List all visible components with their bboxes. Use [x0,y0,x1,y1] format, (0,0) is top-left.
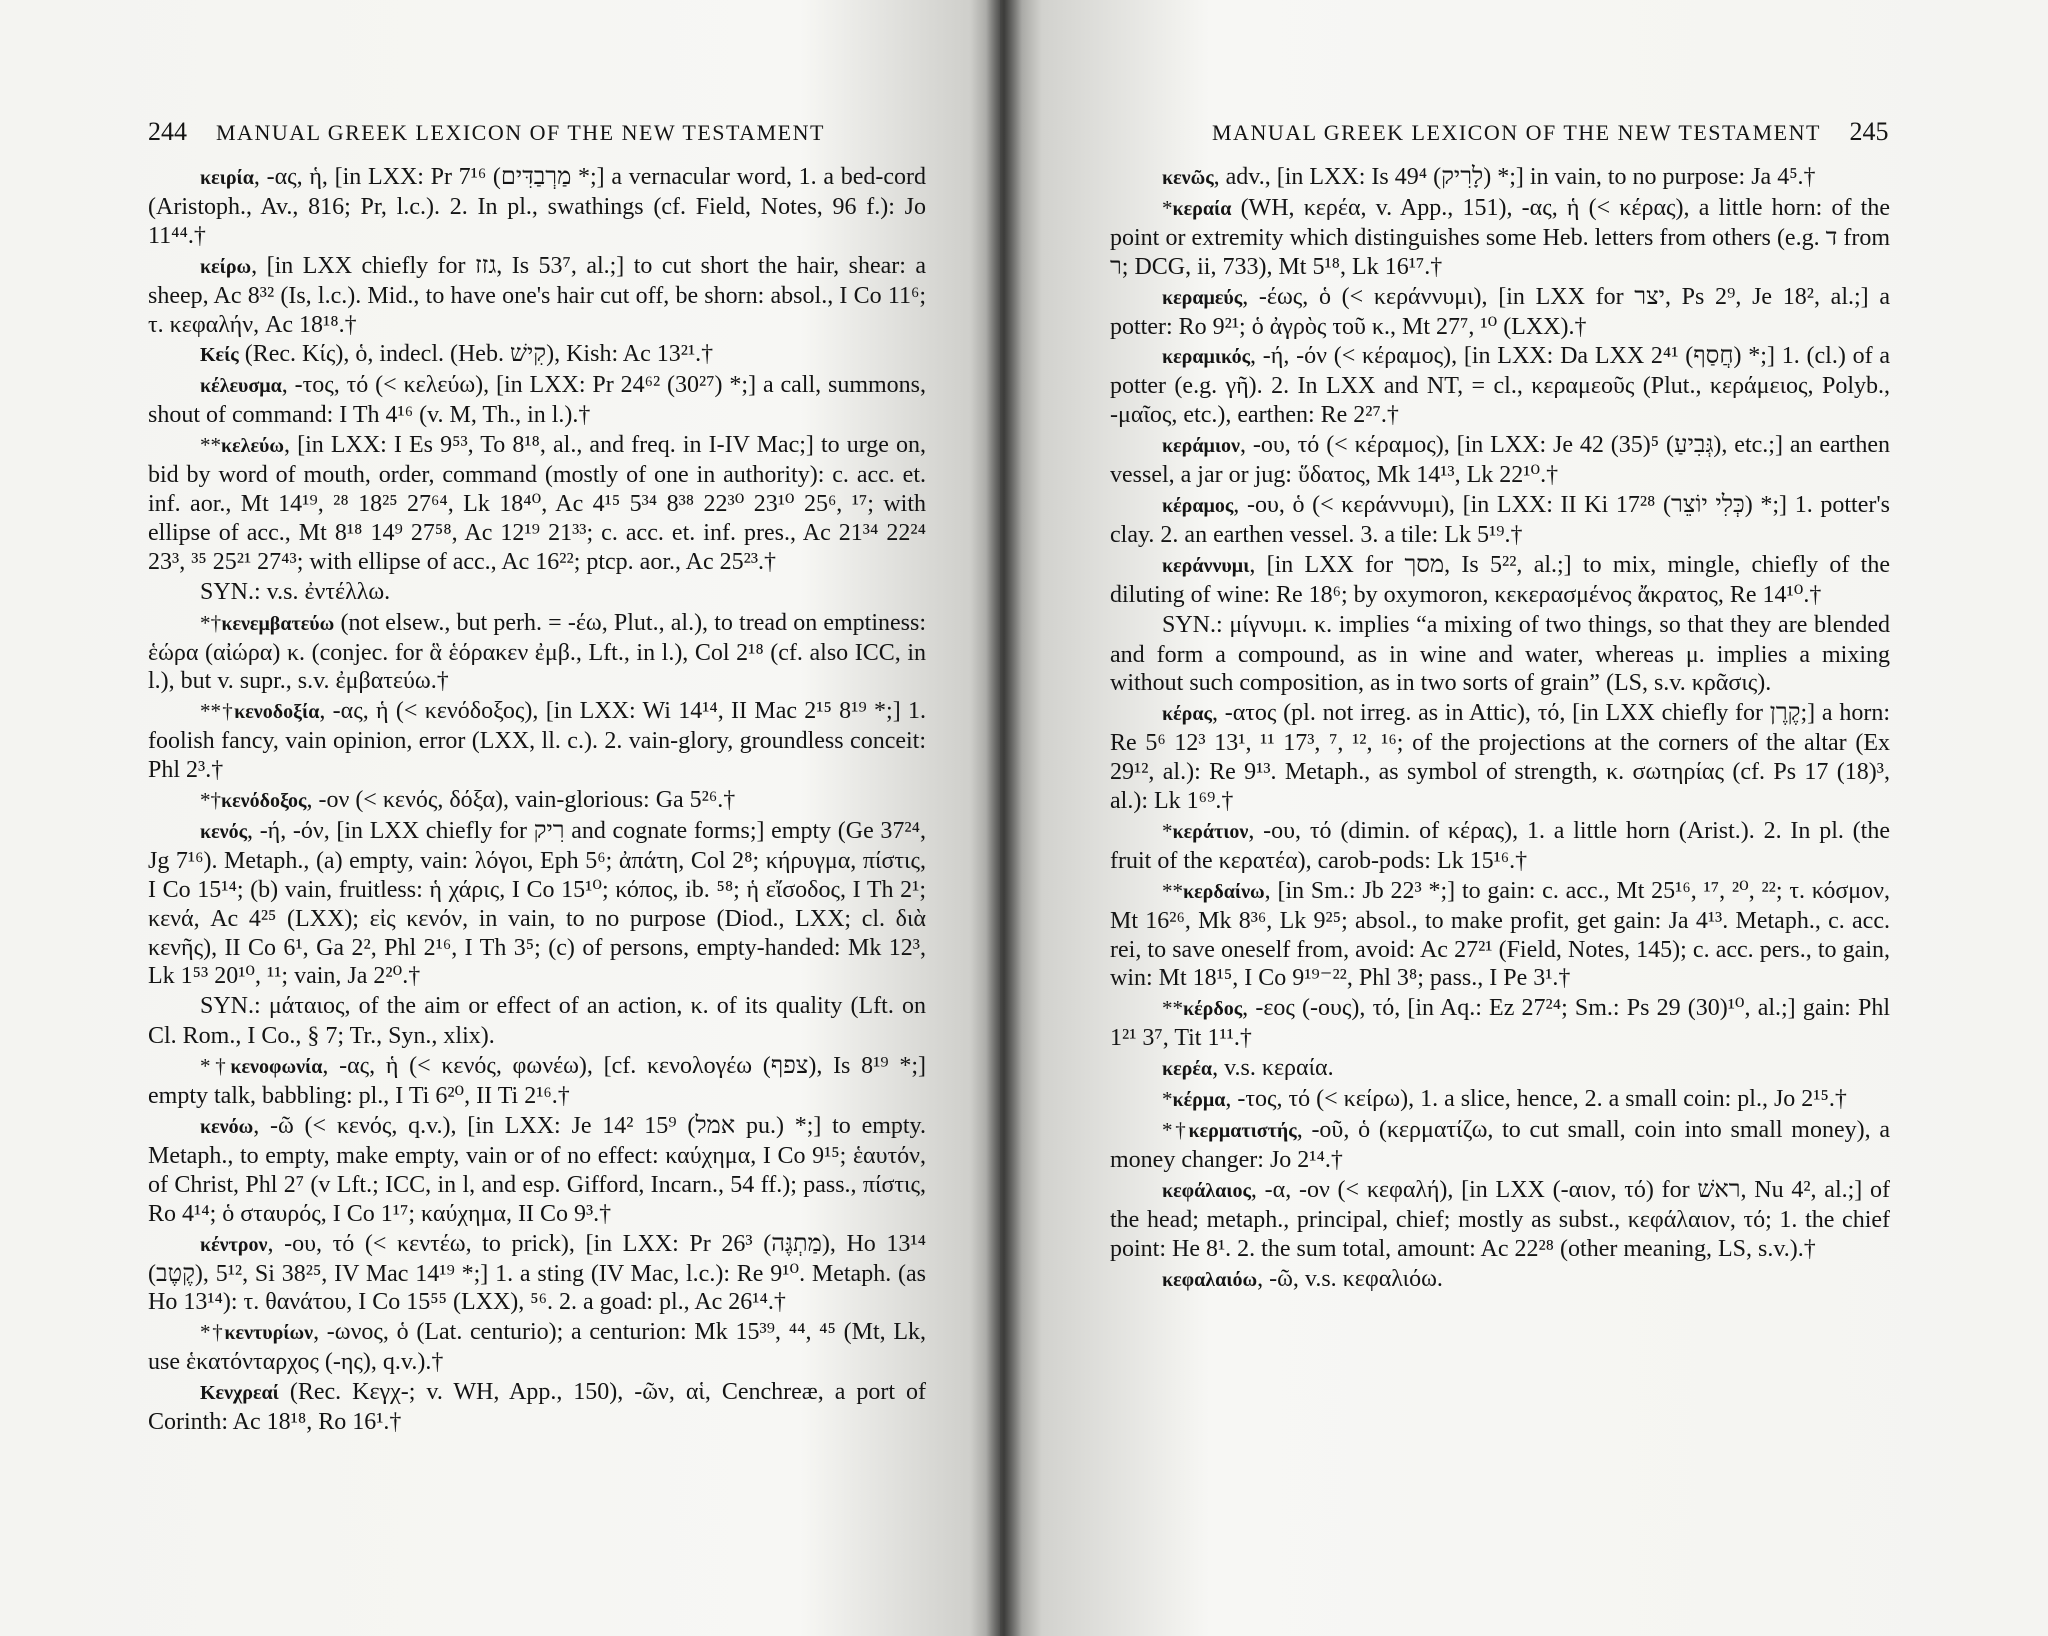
entry-definition: , -ου, τό (< κέραμος), [in LXX: Je 42 (35)⁵ (גְּבִיעַ), etc.;] an earthen vessel, a jar or jug: ὕδατος, Mk 14¹³, Lk 22¹⁰.† [1110,432,1890,489]
entry-definition: , -τος, τό (< κελεύω), [in LXX: Pr 24⁶² (30²⁷) *;] a call, summons, shout of command: I Th 4¹⁶ (v. M, Th., in l.).† [148,372,926,429]
entry-definition: , -ου, ὁ (< κεράννυμι), [in LXX: II Ki 17²⁸ (כְּלִי יוֹצֵר) *;] 1. potter's clay. 2. an earthen vessel. 3. a tile: Lk 5¹⁹.† [1110,491,1891,548]
entry-headword: κεντυρίων [224,1322,314,1345]
entry-definition: (not elsew., but perh. = -έω, Plut., al.), to tread on emptiness: ἑώρα (αἰώρα) κ. (conjec. for ἃ ἑόρακεν ἐμβ., Lft., in l.), Col 2¹⁸ (cf. also ICC, in l.), but v. supr., s.v. ἐμβατεύω.† [148,609,927,695]
left-entries-column [148,163,926,1438]
entry-headword: κενόω [200,1116,254,1138]
lexicon-entry [148,1052,926,1111]
lexicon-entry [1110,163,1890,193]
entry-definition: , -ου, τό (dimin. of κέρας), 1. a little horn (Arist.). 2. In pl. (the fruit of the κερατέα), carob-pods: Lk 15¹⁶.† [1110,817,1890,874]
entry-definition: SYN.: μάταιος, of the aim or effect of an action, κ. of its quality (Lft. on Cl. Rom., I Co., § 7; Tr., Syn., xlix). [148,993,926,1050]
entry-headword: κέραμος [1162,494,1234,517]
lexicon-entry [148,992,926,1051]
lexicon-entry [1110,817,1890,876]
entry-headword: κερέα [1162,1058,1213,1081]
left-page [0,0,1000,1636]
lexicon-entry [148,697,926,785]
entry-marker: **† [200,699,235,724]
entry-definition: , -ῶ, v.s. κεφαλιόω. [1257,1265,1443,1292]
lexicon-entry [148,252,926,340]
right-running-title: MANUAL GREEK LEXICON OF THE NEW TESTAMENT [1212,120,1821,145]
lexicon-entry [148,163,926,251]
entry-headword: κενόδοξος [221,790,307,813]
lexicon-entry [148,1112,926,1229]
entry-headword: Κείς [200,344,239,367]
entry-marker: * [1162,818,1173,843]
lexicon-entry [148,1318,926,1377]
entry-marker: * [1162,1087,1173,1112]
entry-headword: κέλευσμα [200,375,282,398]
entry-headword: κελεύω [221,435,285,458]
lexicon-entry [1110,194,1890,282]
lexicon-entry [148,786,926,816]
entry-definition: , [in LXX for מסך, Is 5²², al.;] to mix, mingle, chiefly of the diluting of wine: Re 18⁶; by oxymoron, κεκερασμένος ἄκρατος, Re 14¹⁰.† [1110,551,1891,608]
gutter-shadow [986,0,1022,1636]
entry-definition: , [in LXX chiefly for גזז, Is 53⁷, al.;] to cut short the hair, shear: a sheep, Ac 8³² (Is, l.c.). Mid., to have one's hair cut off, be shorn: absol., I Co 11⁶; τ. κεφαλήν, Ac 18¹⁸.† [148,252,927,338]
entry-headword: κενός [200,820,248,843]
lexicon-entry [1110,699,1890,816]
lexicon-entry [1110,551,1890,610]
lexicon-entry [1110,1085,1890,1115]
entry-headword: Κενχρεαί [200,1382,279,1405]
entry-definition: , -ή, -όν, [in LXX chiefly for רִיק and cognate forms;] empty (Ge 37²⁴, Jg 7¹⁶). Metaph., (a) empty, vain: λόγοι, Eph 5⁶; ἀπάτη, Col 2⁸; κήρυγμα, πίστις, I Co 15¹⁴; (b) vain, fruitless: ἡ χάρις, I Co 15¹⁰; κόπος, ib. ⁵⁸; ἡ εἴσοδος, I Th 2¹; κενά, Ac 4²⁵ (LXX); εἰς κενόν, in vain, to no purpose (Diod., LXX; cl. διὰ κενῆς), II Co 6¹, Ga 2², Phl 2¹⁶, I Th 3⁵; (c) of persons, empty-handed: Mk 12³, Lk 1⁵³ 20¹⁰, ¹¹; vain, Ja 2²⁰.† [148,817,926,990]
lexicon-entry [148,817,926,991]
entry-headword: κεράτιον [1172,820,1249,843]
entry-definition: , -α, -ον (< κεφαλή), [in LXX (-αιον, τό) for ראשׁ, Nu 4², al.;] of the head; metaph., principal, chief; mostly as subst., κεφάλαιον, τό; 1. the chief point: He 8¹. 2. the sum total, amount: Ac 22²⁸ (other meaning, LS, s.v.).† [1110,1176,1891,1262]
entry-headword: κέρμα [1172,1089,1226,1112]
lexicon-entry [1110,1176,1890,1264]
right-page-number: 245 [1849,117,1889,146]
entry-definition: , [in LXX: I Es 9⁵³, To 8¹⁸, al., and freq. in I-IV Mac;] to urge on, bid by word of mouth, order, command (mostly of one in authority): c. acc. et. inf. aor., Mt 14¹⁹, ²⁸ 18²⁵ 27⁶⁴, Lk 18⁴⁰, Ac 4¹⁵ 5³⁴ 8³⁸ 22³⁰ 23¹⁰ 25⁶, ¹⁷; with ellipse of acc., Mt 8¹⁸ 14⁹ 27⁵⁸, Ac 12¹⁹ 21³³; c. acc. et. inf. pres., Ac 21³⁴ 22²⁴ 23³, ³⁵ 25²¹ 27⁴³; with ellipse of acc., Ac 16²²; ptcp. aor., Ac 25²³.† [148,432,926,575]
entry-headword: κενῶς [1162,167,1214,189]
entry-headword: κείρω [200,255,252,278]
entry-definition: , -έως, ὁ (< κεράννυμι), [in LXX for יצר, Ps 2⁹, Je 18², al.;] a potter: Ro 9²¹; ὁ ἀγρὸς τοῦ κ., Mt 27⁷, ¹⁰ (LXX).† [1110,283,1891,340]
entry-headword: κεραμεύς [1162,286,1243,309]
lexicon-entry [148,1378,926,1437]
entry-marker: *† [200,1320,225,1345]
right-entries-column [1110,163,1890,1295]
entry-headword: κεφαλαιόω [1162,1268,1258,1291]
entry-headword: κερματιστής [1188,1120,1297,1142]
entry-definition: (Rec. Κίς), ὁ, indecl. (Heb. קִישׁ), Kish: Ac 13²¹.† [238,341,714,368]
entry-definition: , -ῶ (< κενός, q.v.), [in LXX: Je 14² 15⁹ (אמל pu.) *;] to empty. Metaph., to empty, make empty, vain or of no effect: καύχημα, I Co 9¹⁵; ἑαυτόν, of Christ, Phl 2⁷ (v Lft.; ICC, in l, and esp. Gifford, Incarn., 54 ff.); pass., πίστις, Ro 4¹⁴; ὁ σταυρός, I Co 1¹⁷; καύχημα, II Co 9³.† [148,1113,926,1227]
entry-definition: , adv., [in LXX: Is 49⁴ (לָרִיק) *;] in vain, to no purpose: Ja 4⁵.† [1213,164,1816,190]
entry-definition: , -τος, τό (< κείρω), 1. a slice, hence, 2. a small coin: pl., Jo 2¹⁵.† [1225,1086,1847,1113]
entry-definition: , -ας, ἡ (< κενός, φωνέω), [cf. κενολογέω (צפף), Is 8¹⁹ *;] empty talk, babbling: pl., I Ti 6²⁰, II Ti 2¹⁶.† [148,1053,927,1110]
entry-definition: SYN.: μίγνυμι. κ. implies “a mixing of two things, so that they are blended and form a compound, as in wine and water, whereas μ. implies a mixing without such composition, as in two sorts of grain” (LS, s.v. κρᾶσις). [1110,611,1890,697]
entry-headword: κεφάλαιος [1162,1179,1251,1202]
lexicon-entry [1110,431,1890,490]
lexicon-entry [1110,1054,1890,1084]
entry-headword: κεραία [1172,197,1232,220]
entry-headword: κεράννυμι [1162,554,1250,577]
entry-definition: , -εος (-ους), τό, [in Aq.: Ez 27²⁴; Sm.: Ps 29 (30)¹⁰, al.;] gain: Phl 1²¹ 3⁷, Tit 1¹¹.† [1110,995,1890,1052]
entry-definition: , -ωνος, ὁ (Lat. centurio); a centurion: Mk 15³⁹, ⁴⁴, ⁴⁵ (Mt, Lk, use ἑκατόνταρχος (-ης), q.v.).† [148,1319,926,1376]
entry-headword: κέρδος [1183,998,1243,1021]
entry-definition: , -ας, ἡ (< κενόδοξος), [in LXX: Wi 14¹⁴, II Mac 2¹⁵ 8¹⁹ *;] 1. foolish fancy, vain opinion, error (LXX, ll. c.). 2. vain-glory, groundless conceit: Phl 2³.† [148,698,927,784]
entry-headword: κέρας [1162,703,1212,726]
entry-definition: , -οῦ, ὁ (κερματίζω, to cut small, coin into small money), a money changer: Jo 2¹⁴.† [1110,1117,1891,1173]
entry-definition: SYN.: v.s. ἐντέλλω. [200,578,391,605]
lexicon-entry [1110,1265,1890,1295]
lexicon-entry [1110,1116,1890,1175]
entry-marker: *† [1162,1118,1189,1142]
entry-headword: κενεμβατεύω [221,612,335,635]
entry-headword: κερδαίνω [1183,880,1265,903]
entry-marker: ** [1162,996,1183,1021]
entry-marker: ** [1162,878,1183,903]
entry-definition: (WH, κερέα, v. App., 151), -ας, ἡ (< κέρας), a little horn: of the point or extremity which distinguishes some Heb. letters from others (e.g. ד from ר; DCG, ii, 733), Mt 5¹⁸, Lk 16¹⁷.† [1110,194,1890,280]
entry-definition: , v.s. κεραία. [1212,1055,1334,1082]
lexicon-entry [1110,877,1890,994]
entry-definition: , -ου, τό (< κεντέω, to prick), [in LXX: Pr 26³ (מַתְגֶּה), Ho 13¹⁴ (קֶטֶב), 5¹², Si 38²⁵, IV Mac 14¹⁹ *;] 1. a sting (IV Mac, l.c.): Re 9¹⁰. Metaph. (as Ho 13¹⁴): τ. θανάτου, I Co 15⁵⁵ (LXX), ⁵⁶. 2. a goad: pl., Ac 26¹⁴.† [148,1230,926,1316]
lexicon-entry [1110,342,1890,430]
entry-headword: κεράμιον [1162,435,1240,458]
left-running-title: MANUAL GREEK LEXICON OF THE NEW TESTAMENT [216,120,825,145]
lexicon-entry [148,371,926,430]
entry-headword: κειρία [200,167,254,189]
entry-marker: *† [200,788,221,813]
entry-marker: ** [200,433,221,458]
lexicon-entry [148,1230,926,1318]
entry-definition: , -ον (< κενός, δόξα), vain-glorious: Ga 5²⁶.† [306,787,736,814]
lexicon-entry [1110,994,1890,1053]
lexicon-entry [148,609,926,697]
entry-definition: , -ατος (pl. not irreg. as in Attic), τό, [in LXX chiefly for קֶרֶן;] a horn: Re 5⁶ 12³ 13¹, ¹¹ 17³, ⁷, ¹², ¹⁶; of the projections at the corners of the altar (Ex 29¹², al.): Re 9¹³. Metaph., as symbol of strength, κ. σωτηρίας (cf. Ps 17 (18)³, al.): Lk 1⁶⁹.† [1110,700,1890,815]
entry-marker: *† [200,1054,231,1079]
left-page-number: 244 [148,117,187,146]
entry-definition: , [in Sm.: Jb 22³ *;] to gain: c. acc., Mt 25¹⁶, ¹⁷, ²⁰, ²²; τ. κόσμον, Mt 16²⁶, Mk 8³⁶, Lk 9²⁵; absol., to make profit, get gain: Ja 4¹³. Metaph., c. acc. rei, to save oneself from, avoid: Ac 27²¹ (Field, Notes, 145); c. acc. pers., to gain, win: Mt 18¹⁵, I Co 9¹⁹⁻²², Phl 3⁸; pass., I Pe 3¹.† [1110,877,1890,992]
lexicon-entry [1110,491,1890,550]
lexicon-entry [148,431,926,577]
entry-marker: *† [200,610,222,635]
entry-definition: , -ας, ἡ, [in LXX: Pr 7¹⁶ (מַרְבַדִּים *;] a vernacular word, 1. a bed-cord (Aristoph., Av., 816; Pr, l.c.). 2. In pl., swathings (cf. Field, Notes, 96 f.): Jo 11⁴⁴.† [148,164,926,249]
entry-definition: , -ή, -όν (< κέραμος), [in LXX: Da LXX 2⁴¹ (חֲסַף) *;] 1. (cl.) of a potter (e.g. γῆ). 2. In LXX and NT, = cl., κεραμεοῦς (Plut., κεράμειος, Polyb., -μαῖος, etc.), earthen: Re 2²⁷.† [1110,343,1891,429]
right-page [1000,0,2048,1636]
entry-definition: (Rec. Κεγχ-; v. WH, App., 150), -ῶν, αἱ, Cenchreæ, a port of Corinth: Ac 18¹⁸, Ro 16¹.† [148,1379,926,1436]
lexicon-entry [1110,283,1890,342]
lexicon-entry [148,578,926,608]
left-running-head [148,117,825,147]
entry-headword: κεραμικός [1162,346,1251,369]
lexicon-entry [148,340,926,370]
entry-marker: * [1162,195,1173,220]
right-running-head [1212,117,1889,147]
entry-headword: κέντρον [200,1233,268,1256]
entry-headword: κενοδοξία [234,701,320,724]
entry-headword: κενοφωνία [230,1056,323,1079]
lexicon-entry [1110,611,1890,699]
